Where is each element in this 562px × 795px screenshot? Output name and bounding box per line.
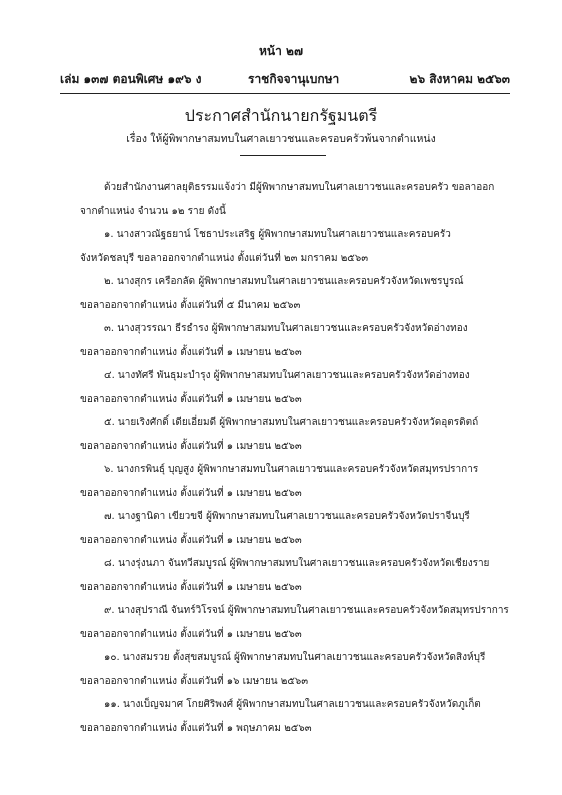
list-item-line: ๓. นางสุวรรณา ธีรธำรง ผู้พิพากษาสมทบในศาลเยาวชนและครอบครัวจังหวัดอ่างทอง (104, 323, 468, 334)
list-item-line: ขอลาออกจากตำแหน่ง ตั้งแต่วันที่ ๑ เมษายน ๒๕๖๓ (80, 487, 302, 499)
list-item-line: ๖. นางกรพินธุ์ บุญสูง ผู้พิพากษาสมทบในศาลเยาวชนและครอบครัวจังหวัดสมุทรปราการ (104, 464, 479, 475)
gazette-name: ราชกิจจานุเบกษา (248, 72, 340, 86)
list-item-line: จังหวัดชลบุรี ขอลาออกจากตำแหน่ง ตั้งแต่วันที่ ๒๓ มกราคม ๒๕๖๓ (80, 252, 369, 264)
list-item-line: ขอลาออกจากตำแหน่ง ตั้งแต่วันที่ ๑ เมษายน ๒๕๖๓ (80, 346, 302, 358)
list-item-line: ขอลาออกจากตำแหน่ง ตั้งแต่วันที่ ๕ มีนาคม ๒๕๖๓ (80, 299, 301, 311)
list-item-line: ๑. นางสาวณัฐธยาน์ โชธาประเสริฐ ผู้พิพากษาสมทบในศาลเยาวชนและครอบครัว (104, 229, 451, 240)
subject-divider (240, 155, 326, 156)
list-item-line: ๕. นายเริงศักดิ์ เดียเอี่ยมดี ผู้พิพากษาสมทบในศาลเยาวชนและครอบครัวจังหวัดอุตรดิตถ์ (104, 417, 479, 428)
announcement-subject: เรื่อง ให้ผู้พิพากษาสมทบในศาลเยาวชนและครอบครัวพ้นจากตำแหน่ง (126, 133, 436, 145)
page-number: หน้า ๒๗ (259, 44, 303, 58)
header-divider (60, 93, 510, 94)
announcement-body (80, 176, 510, 740)
list-item-line: ๔. นางทัศรี พันธุมะบำรุง ผู้พิพากษาสมทบในศาลเยาวชนและครอบครัวจังหวัดอ่างทอง (104, 370, 470, 381)
list-item-line: ขอลาออกจากตำแหน่ง ตั้งแต่วันที่ ๑ เมษายน ๒๕๖๓ (80, 440, 302, 452)
list-item-line: ขอลาออกจากตำแหน่ง ตั้งแต่วันที่ ๑ เมษายน ๒๕๖๓ (80, 581, 302, 593)
publication-date: ๒๖ สิงหาคม ๒๕๖๓ (409, 72, 510, 86)
list-item-line: ๙. นางสุปราณี จันทร์วิโรจน์ ผู้พิพากษาสมทบในศาลเยาวชนและครอบครัวจังหวัดสมุทรปราการ (104, 605, 509, 616)
volume-issue: เล่ม ๑๓๗ ตอนพิเศษ ๑๙๖ ง (60, 72, 202, 86)
list-item-line: ขอลาออกจากตำแหน่ง ตั้งแต่วันที่ ๑๖ เมษายน ๒๕๖๓ (80, 675, 309, 687)
list-item-line: ขอลาออกจากตำแหน่ง ตั้งแต่วันที่ ๑ พฤษภาคม ๒๕๖๓ (80, 722, 312, 734)
list-item-line: ๗. นางฐานิดา เขียวขจี ผู้พิพากษาสมทบในศาลเยาวชนและครอบครัวจังหวัดปราจีนบุรี (104, 511, 470, 522)
list-item-line: ๘. นางรุ่งนภา จันทวีสมบูรณ์ ผู้พิพากษาสมทบในศาลเยาวชนและครอบครัวจังหวัดเชียงราย (104, 558, 490, 569)
list-item-line: ๑๐. นางสมรวย ตั้งสุขสมบูรณ์ ผู้พิพากษาสมทบในศาลเยาวชนและครอบครัวจังหวัดสิงห์บุรี (104, 652, 486, 663)
announcement-title: ประกาศสำนักนายกรัฐมนตรี (184, 106, 378, 125)
list-item-line: ขอลาออกจากตำแหน่ง ตั้งแต่วันที่ ๑ เมษายน ๒๕๖๓ (80, 534, 302, 546)
gazette-header (60, 70, 510, 88)
list-item-line: ๒. นางสุกร เครือกลัด ผู้พิพากษาสมทบในศาลเยาวชนและครอบครัวจังหวัดเพชรบูรณ์ (104, 276, 464, 287)
intro-line: ด้วยสำนักงานศาลยุติธรรมแจ้งว่า มีผู้พิพากษาสมทบในศาลเยาวชนและครอบครัว ขอลาออก (104, 182, 495, 193)
list-item-line: ขอลาออกจากตำแหน่ง ตั้งแต่วันที่ ๑ เมษายน ๒๕๖๓ (80, 393, 302, 405)
list-item-line: ขอลาออกจากตำแหน่ง ตั้งแต่วันที่ ๑ เมษายน ๒๕๖๓ (80, 628, 302, 640)
list-item-line: ๑๑. นางเบ็ญจมาศ โกยศิริพงศ์ ผู้พิพากษาสมทบในศาลเยาวชนและครอบครัวจังหวัดภูเก็ต (104, 699, 481, 710)
intro-line: จากตำแหน่ง จำนวน ๑๒ ราย ดังนี้ (80, 205, 226, 217)
